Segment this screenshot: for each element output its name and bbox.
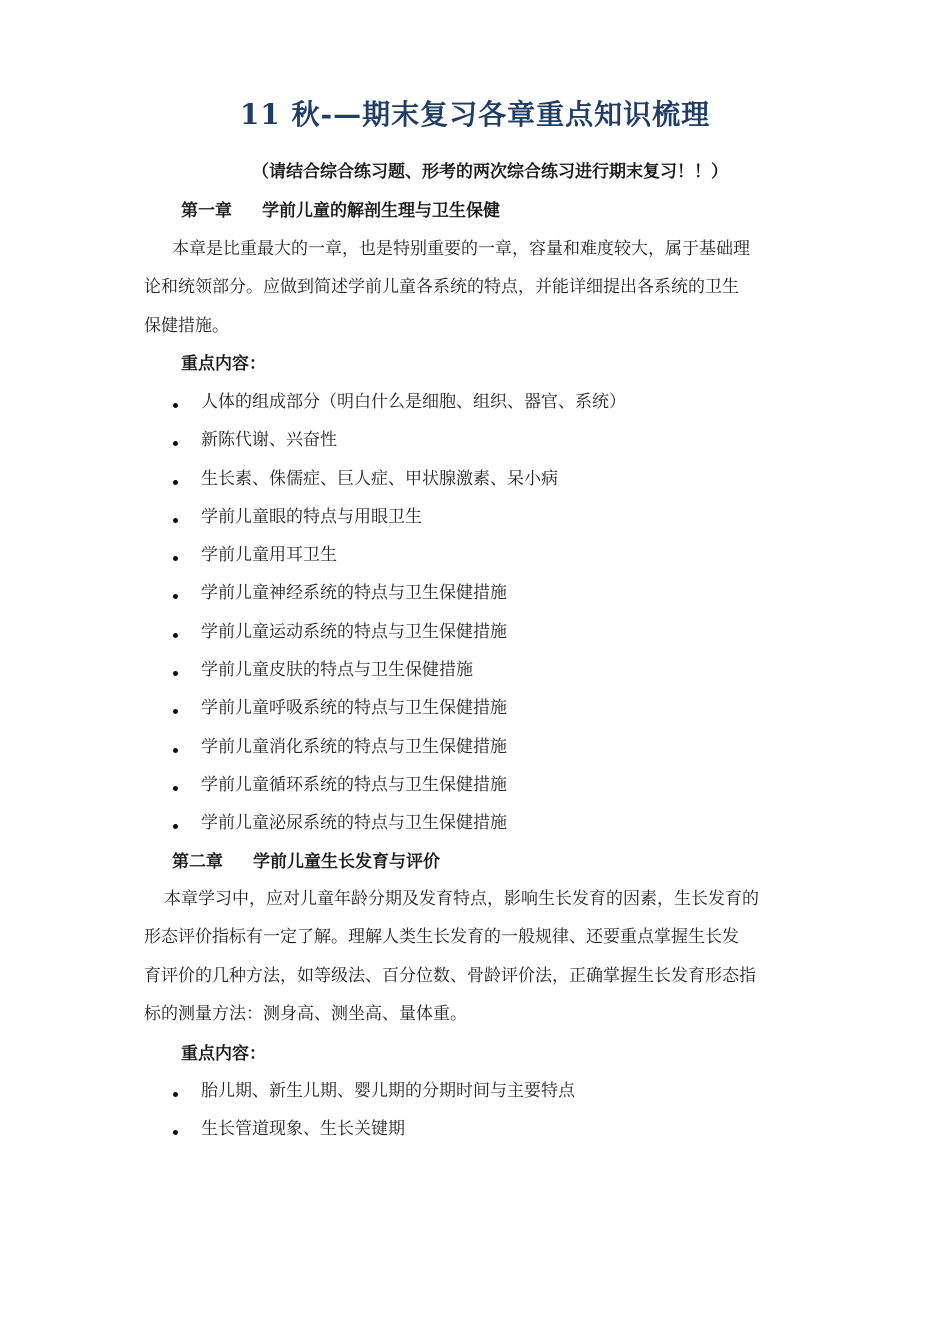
chapter1-intro bbox=[144, 230, 806, 345]
bullet-icon bbox=[173, 1130, 178, 1135]
list-item-text: 胎儿期、新生儿期、婴儿期的分期时间与主要特点 bbox=[201, 1081, 575, 1101]
list-item bbox=[0, 804, 950, 842]
bullet-icon bbox=[173, 518, 178, 523]
chapter2-intro bbox=[144, 880, 806, 1033]
bullet-icon bbox=[173, 403, 178, 408]
bullet-icon bbox=[173, 633, 178, 638]
list-item-text: 生长管道现象、生长关键期 bbox=[201, 1119, 405, 1140]
list-item-text: 学前儿童运动系统的特点与卫生保健措施 bbox=[201, 621, 507, 642]
list-item bbox=[0, 651, 950, 689]
list-item-text: 生长素、侏儒症、巨人症、甲状腺激素、呆小病 bbox=[201, 468, 558, 489]
chapter2-heading bbox=[172, 849, 440, 875]
chapter2-intro-line: 育评价的几种方法，如等级法、百分位数、骨龄评价法，正确掌握生长发育形态指 bbox=[144, 965, 756, 986]
chapter1-name: 学前儿童的解剖生理与卫生保健 bbox=[262, 201, 500, 221]
list-item bbox=[0, 728, 950, 766]
chapter2-name: 学前儿童生长发育与评价 bbox=[253, 852, 440, 872]
chapter2-key-list bbox=[0, 1072, 950, 1149]
list-item-text: 学前儿童眼的特点与用眼卫生 bbox=[201, 506, 422, 527]
list-item-text: 学前儿童消化系统的特点与卫生保健措施 bbox=[201, 736, 507, 757]
bullet-icon bbox=[173, 480, 178, 485]
list-item bbox=[0, 536, 950, 574]
chapter2-number: 第二章 bbox=[172, 852, 223, 872]
bullet-icon bbox=[173, 1092, 178, 1097]
list-item bbox=[0, 383, 950, 421]
page-subtitle: （请结合综合练习题、形考的两次综合练习进行期末复习！！） bbox=[252, 162, 728, 182]
list-item-text: 学前儿童用耳卫生 bbox=[201, 545, 337, 566]
chapter2-intro-line: 标的测量方法：测身高、测坐高、量体重。 bbox=[144, 1003, 467, 1024]
list-item bbox=[0, 689, 950, 727]
chapter2-intro-line: 本章学习中，应对儿童年龄分期及发育特点，影响生长发育的因素，生长发育的 bbox=[164, 889, 759, 909]
chapter1-key-label: 重点内容： bbox=[181, 354, 266, 374]
list-item bbox=[0, 574, 950, 612]
list-item bbox=[0, 1110, 950, 1148]
list-item-text: 学前儿童皮肤的特点与卫生保健措施 bbox=[201, 660, 473, 681]
chapter1-key-list bbox=[0, 383, 950, 843]
list-item-text: 学前儿童循环系统的特点与卫生保健措施 bbox=[201, 774, 507, 795]
page-title: 11 秋-—期末复习各章重点知识梳理 bbox=[239, 98, 711, 131]
list-item-text: 学前儿童神经系统的特点与卫生保健措施 bbox=[201, 583, 507, 604]
chapter2-key-label: 重点内容： bbox=[181, 1044, 266, 1064]
bullet-icon bbox=[173, 671, 178, 676]
list-item bbox=[0, 460, 950, 498]
chapter1-intro-line: 本章是比重最大的一章，也是特别重要的一章，容量和难度较大，属于基础理 bbox=[172, 239, 750, 259]
chapter1-number: 第一章 bbox=[181, 201, 232, 221]
bullet-icon bbox=[173, 748, 178, 753]
bullet-icon bbox=[173, 709, 178, 714]
list-item bbox=[0, 613, 950, 651]
list-item-text: 人体的组成部分（明白什么是细胞、组织、器官、系统） bbox=[201, 392, 626, 412]
chapter1-intro-line: 论和统领部分。应做到简述学前儿童各系统的特点，并能详细提出各系统的卫生 bbox=[144, 277, 739, 298]
bullet-icon bbox=[173, 441, 178, 446]
chapter1-intro-line: 保健措施。 bbox=[144, 315, 229, 336]
chapter1-heading bbox=[181, 198, 500, 224]
list-item-text: 新陈代谢、兴奋性 bbox=[201, 430, 337, 451]
list-item bbox=[0, 1072, 950, 1110]
bullet-icon bbox=[173, 786, 178, 791]
bullet-icon bbox=[173, 824, 178, 829]
bullet-icon bbox=[173, 594, 178, 599]
list-item-text: 学前儿童泌尿系统的特点与卫生保健措施 bbox=[201, 813, 507, 834]
list-item bbox=[0, 766, 950, 804]
list-item bbox=[0, 421, 950, 459]
bullet-icon bbox=[173, 556, 178, 561]
list-item-text: 学前儿童呼吸系统的特点与卫生保健措施 bbox=[201, 698, 507, 719]
chapter2-intro-line: 形态评价指标有一定了解。理解人类生长发育的一般规律、还要重点掌握生长发 bbox=[144, 927, 739, 948]
list-item bbox=[0, 498, 950, 536]
